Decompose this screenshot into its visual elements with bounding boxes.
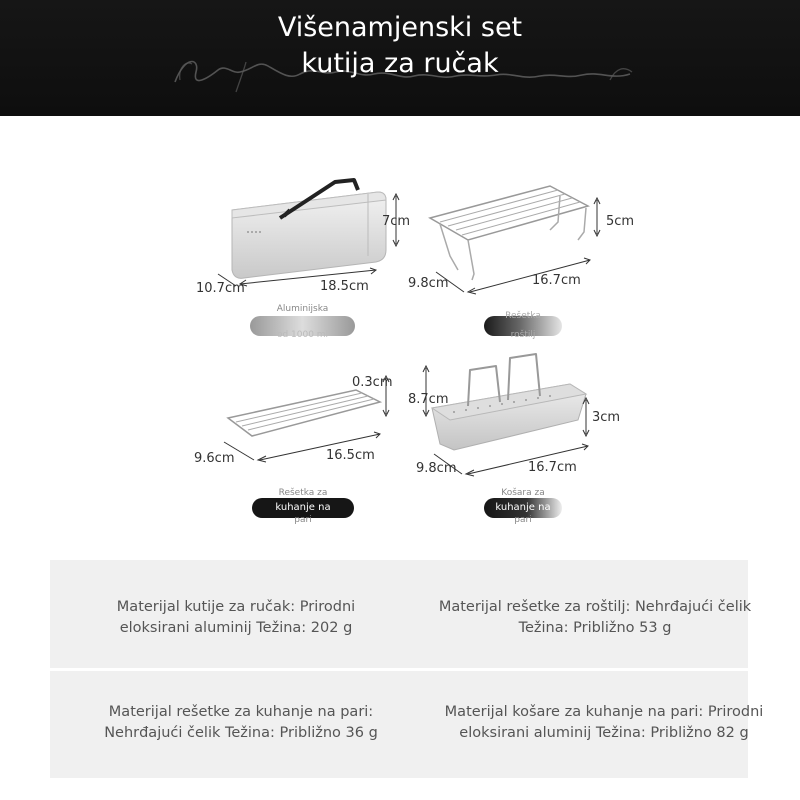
steam-basket-caption [484,488,562,525]
steam-rack-length: 16.5cm [326,448,375,463]
steam-basket-handle-height: 8.7cm [408,392,449,407]
lunch-box-length: 18.5cm [320,279,369,294]
steam-basket-label-2: kuhanje na [495,502,551,513]
title-line-2: kutija za ručak [301,48,499,79]
spec-grill-rack: Materijal rešetke za roštilj: Nehrđajući čelik Težina: Približno 53 g [438,599,752,636]
steam-rack-label-3: pari [294,515,312,525]
steam-basket-length: 16.7cm [528,460,577,475]
spec-lunch-box: Materijal kutije za ručak: Prirodni eloksirani aluminij Težina: 202 g [116,599,356,636]
title-line-1: Višenamjenski set [277,12,523,43]
lunch-box-sublabel: od 1000 ml [276,330,329,340]
lunch-box-label: Aluminijska [276,304,329,314]
steam-basket-height: 3cm [592,410,621,425]
grill-rack-label-2: roštilj [510,330,536,340]
spec-steam-rack: Materijal rešetke za kuhanje na pari: Nehrđajući čelik Težina: Približno 36 g [104,704,378,741]
lunch-box-height: 7cm [382,214,411,229]
steam-rack-label-2: kuhanje na [275,502,331,513]
grill-rack-caption [484,311,562,340]
steam-rack-width: 9.6cm [194,451,235,466]
steam-rack-height: 0.3cm [352,375,393,390]
grill-rack-width: 9.8cm [408,276,449,291]
header-banner [0,0,800,116]
steam-basket-label-1: Košara za [501,488,545,498]
grill-rack-label: Rešetka [505,311,541,321]
spec-steam-basket: Materijal košare za kuhanje na pari: Prirodni eloksirani aluminij Težina: Približno 82 g [444,704,764,741]
steam-rack-caption [252,488,354,525]
steam-rack-label-1: Rešetka za [278,488,328,498]
lunch-box-caption [250,304,355,340]
grill-rack-height: 5cm [606,214,635,229]
lunch-box-width: 10.7cm [196,281,245,296]
steam-basket-label-3: pari [514,515,532,525]
page-title [0,10,800,82]
steam-basket-width: 9.8cm [416,461,457,476]
grill-rack-length: 16.7cm [532,273,581,288]
